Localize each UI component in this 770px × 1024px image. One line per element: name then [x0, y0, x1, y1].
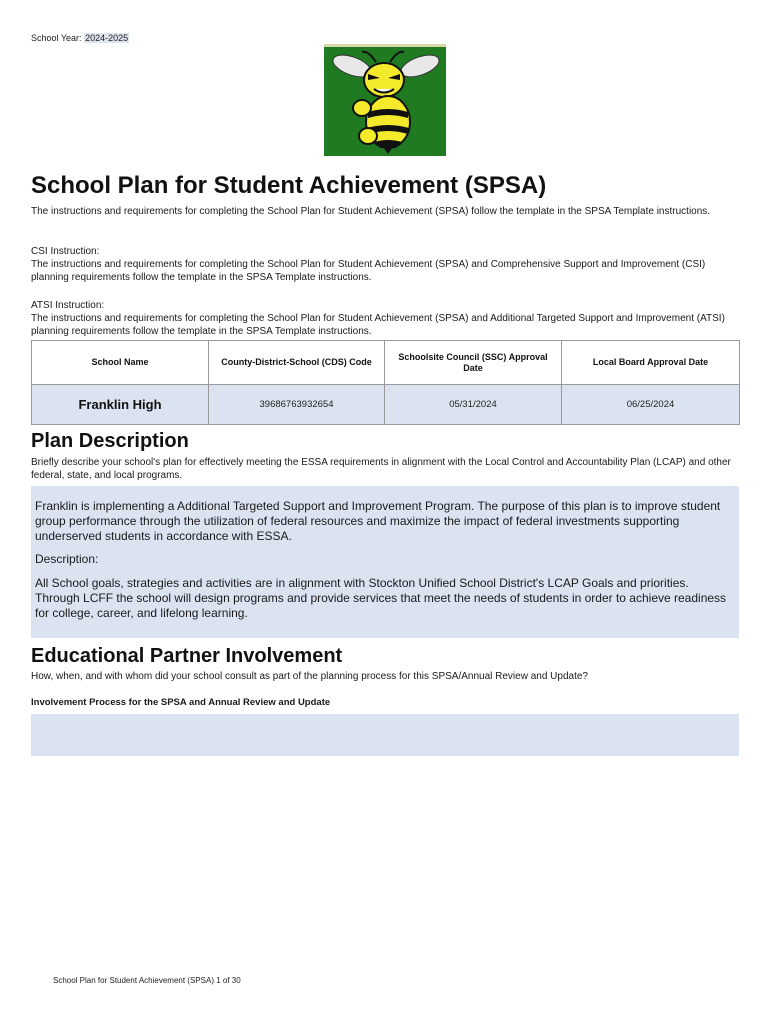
- cell-board-approval-date: 06/25/2024: [562, 385, 740, 425]
- cell-school-name: Franklin High: [32, 385, 209, 425]
- table-row: [32, 385, 740, 425]
- plan-description-paragraph-1: Franklin is implementing a Additional Targeted Support and Improvement Program. The purpose of this plan is to improve student group performance through the utilization of federal resources and maximize the impact of federal investments supporting underserved students in accordance with ESSA.: [35, 499, 721, 543]
- school-year-value: 2024-2025: [85, 33, 129, 43]
- csi-text: The instructions and requirements for completing the School Plan for Student Achievement (SPSA) and Comprehensive Support and Improvement (CSI) planning requirements follow the template in the SPSA Template instructions.: [31, 259, 706, 283]
- table-header-row: [32, 341, 740, 385]
- plan-description-box: [31, 486, 739, 638]
- plan-description-paragraph-2: All School goals, strategies and activities are in alignment with Stockton Unified School District's LCAP Goals and priorities. Through LCFF the school will design programs and provide services that meet the needs of students in order to achieve readiness for college, career, and lifelong learning.: [35, 576, 727, 620]
- header-board-approval-date: Local Board Approval Date: [562, 341, 740, 385]
- involvement-process-field[interactable]: [31, 714, 739, 756]
- header-ssc-approval-date: Schoolsite Council (SSC) Approval Date: [385, 341, 562, 385]
- school-info-table: [31, 340, 740, 425]
- cell-cds-code: 39686763932654: [209, 385, 385, 425]
- header-cds-code: County-District-School (CDS) Code: [209, 341, 385, 385]
- page-footer: School Plan for Student Achievement (SPSA) 1 of 30: [53, 976, 241, 985]
- plan-description-prompt: Briefly describe your school's plan for effectively meeting the ESSA requirements in alignment with the Local Control and Accountability Plan (LCAP) and other federal, state, and local programs.: [31, 457, 731, 481]
- hornet-mascot-logo: [324, 44, 446, 156]
- involvement-process-label: Involvement Process for the SPSA and Annual Review and Update: [31, 697, 331, 708]
- csi-heading: CSI Instruction:: [31, 246, 100, 257]
- atsi-text: The instructions and requirements for completing the School Plan for Student Achievement (SPSA) and Additional Targeted Support and Improvement (ATSI) planning requirements follow the template in the SPSA Template instructions.: [31, 313, 725, 337]
- hornet-icon: [324, 44, 446, 156]
- school-year-label: School Year:: [31, 33, 82, 43]
- header-school-name: School Name: [32, 341, 209, 385]
- plan-description-heading: Plan Description: [31, 430, 189, 452]
- atsi-heading: ATSI Instruction:: [31, 300, 105, 311]
- cell-ssc-approval-date: 05/31/2024: [385, 385, 562, 425]
- description-label: Description:: [35, 552, 99, 566]
- page-title: School Plan for Student Achievement (SPSA): [31, 172, 547, 199]
- partner-involvement-prompt: How, when, and with whom did your school consult as part of the planning process for this SPSA/Annual Review and Update?: [31, 671, 588, 682]
- partner-involvement-heading: Educational Partner Involvement: [31, 645, 343, 667]
- school-year: [31, 33, 129, 43]
- intro-text: The instructions and requirements for completing the School Plan for Student Achievement (SPSA) follow the template in the SPSA Template instructions.: [31, 206, 711, 217]
